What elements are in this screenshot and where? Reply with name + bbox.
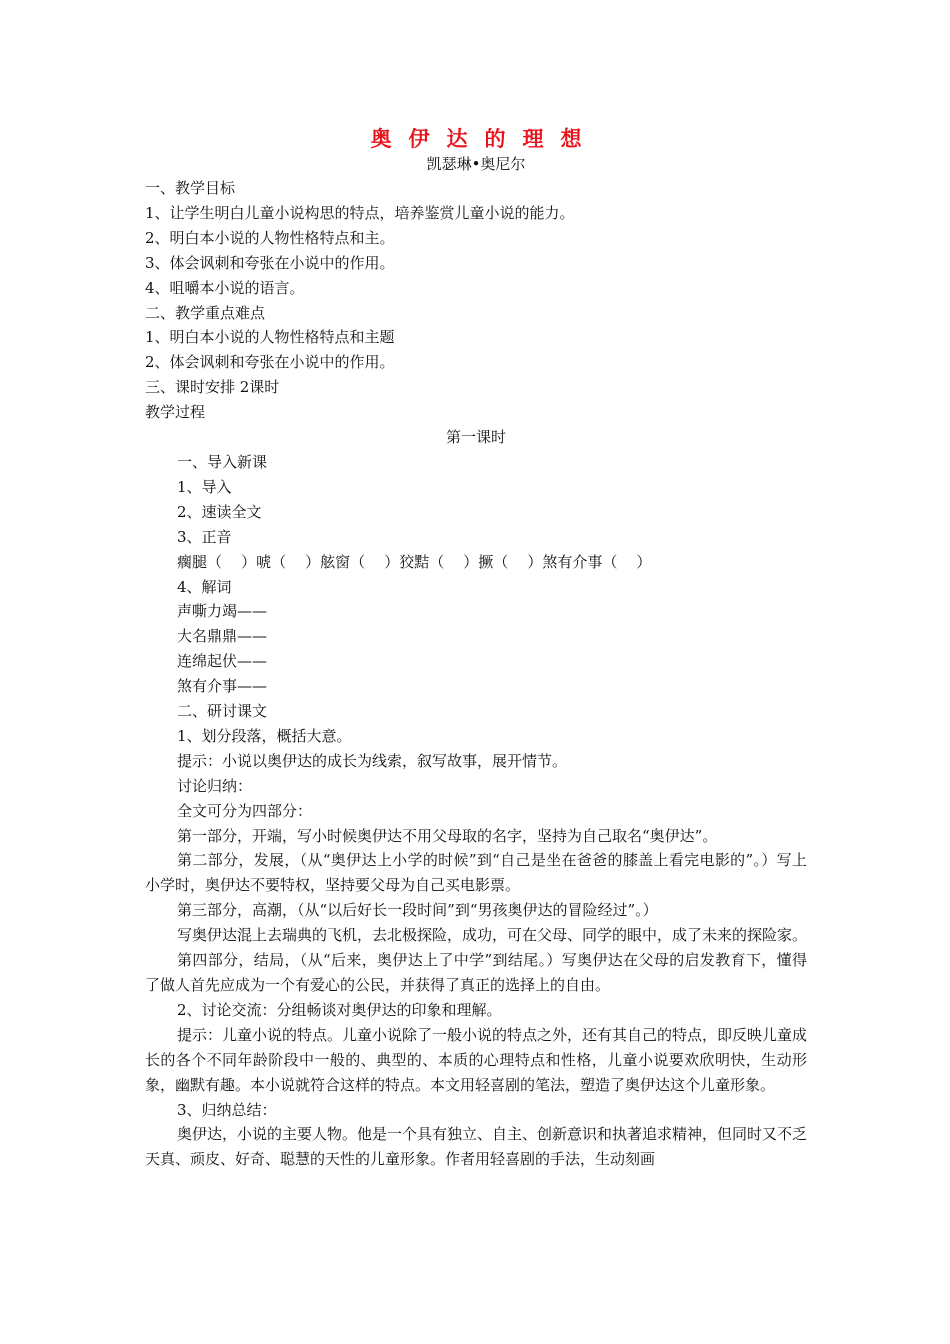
- intro-item: 2、速读全文: [177, 502, 262, 521]
- discuss-heading: 二、研讨课文: [177, 702, 268, 721]
- intro-item: 1、导入: [177, 477, 232, 496]
- paragraph: 奥伊达，小说的主要人物。他是一个具有独立、自主、创新意识和执著追求精神，但同时又不乏天真、顽皮、好奇、聪慧的天性的儿童形象。作者用轻喜剧的手法，生动刻画: [145, 1125, 808, 1169]
- goal-item: 3、体会讽刺和夸张在小说中的作用。: [145, 253, 395, 272]
- paragraph: 写奥伊达混上去瑞典的飞机，去北极探险，成功，可在父母、同学的眼中，成了未来的探险家。: [177, 926, 808, 945]
- goals-heading: 一、教学目标: [145, 179, 236, 197]
- paragraph: 第一部分，开端，写小时候奥伊达不用父母取的名字，坚持为自己取名“奥伊达”。: [177, 826, 718, 845]
- goal-item: 4、咀嚼本小说的语言。: [145, 278, 305, 297]
- intro-item: 3、正音: [177, 527, 232, 546]
- vocab-item: 大名鼎鼎——: [177, 627, 268, 646]
- keypoints-heading: 二、教学重点难点: [145, 303, 266, 322]
- pronunciation-exercise: 瘸腿（ ）唬（ ）舷窗（ ）狡黠（ ）撅（ ）煞有介事（ ）: [177, 552, 652, 571]
- paragraph: 提示：儿童小说的特点。儿童小说除了一般小说的特点之外，还有其自己的特点，即反映儿童成长的各个不同年龄阶段中一般的、典型的、本质的心理特点和性格，儿童小说要欢欣明快，生动形象，幽默有趣。本小说就符合这样的特点。本文用轻喜剧的笔法，塑造了奥伊达这个儿童形象。: [145, 1025, 808, 1094]
- paragraph: 1、划分段落，概括大意。: [177, 726, 352, 745]
- goal-item: 2、明白本小说的人物性格特点和主。: [145, 228, 395, 247]
- goal-item: 1、让学生明白儿童小说构思的特点，培养鉴赏儿童小说的能力。: [145, 203, 575, 222]
- paragraph: 第二部分，发展，（从“奥伊达上小学的时候”到“自己是坐在爸爸的膝盖上看完电影的”。）写上小学时，奥伊达不要特权，坚持要父母为自己买电影票。: [145, 851, 807, 895]
- document-page: [145, 126, 807, 1172]
- keypoint-item: 1、明白本小说的人物性格特点和主题: [145, 328, 395, 347]
- vocab-item: 煞有介事——: [177, 677, 268, 696]
- paragraph: 2、讨论交流：分组畅谈对奥伊达的印象和理解。: [177, 1000, 502, 1019]
- process-heading: 教学过程: [145, 403, 206, 422]
- vocab-heading: 4、解词: [177, 577, 232, 596]
- paragraph: 提示：小说以奥伊达的成长为线索，叙写故事，展开情节。: [177, 751, 568, 770]
- intro-heading: 一、导入新课: [177, 452, 268, 471]
- keypoint-item: 2、体会讽刺和夸张在小说中的作用。: [145, 353, 395, 372]
- paragraph: 3、归纳总结：: [177, 1100, 277, 1119]
- paragraph: 讨论归纳：: [177, 776, 253, 795]
- schedule-line: 三、课时安排 2课时: [145, 378, 280, 397]
- paragraph: 全文可分为四部分：: [177, 801, 313, 820]
- lesson-heading: 第一课时: [445, 428, 506, 447]
- vocab-item: 连绵起伏——: [177, 652, 268, 671]
- paragraph: 第四部分，结局，（从“后来，奥伊达上了中学”到结尾。）写奥伊达在父母的启发教育下，懂得了做人首先应成为一个有爱心的公民，并获得了真正的选择上的自由。: [145, 951, 807, 994]
- paragraph: 第三部分，高潮，（从“以后好长一段时间”到“男孩奥伊达的冒险经过”。）: [177, 901, 658, 920]
- vocab-item: 声嘶力竭——: [177, 602, 268, 621]
- author-line: 凯瑟琳•奥尼尔: [426, 155, 526, 173]
- document-title: 奥伊达的理想: [370, 127, 599, 151]
